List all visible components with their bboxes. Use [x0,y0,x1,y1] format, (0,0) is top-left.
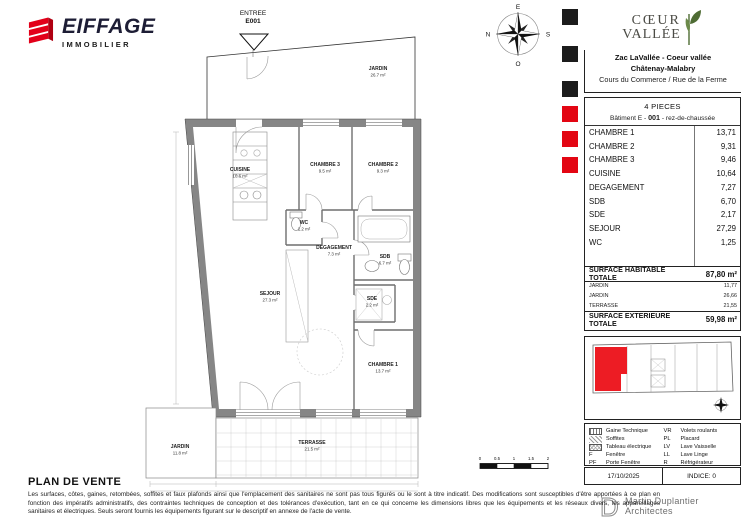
svg-text:CHAMBRE 3: CHAMBRE 3 [310,162,340,168]
architect-sub: Architectes [625,506,673,516]
date-indice-row [584,467,741,485]
exterior-total-row [585,311,740,327]
legend-item [589,451,664,459]
building-prefix: Bâtiment E - [609,115,649,122]
table-row [585,195,740,209]
table-row [585,126,740,140]
building-key-map [584,336,741,420]
building-suffix: - rez-de-chaussée [660,115,716,122]
table-row [585,236,740,250]
row-label: WC [589,237,602,247]
legend-key: R [663,460,668,466]
legend-label: Fenêtre [606,452,626,458]
level-square-black-3 [562,81,578,97]
exterior-row [585,282,740,292]
table-row [585,208,740,222]
table-row [585,140,740,154]
svg-text:SDB: SDB [379,254,391,260]
level-square-black-2 [562,46,578,62]
garden-top [207,37,415,120]
row-value: 7,27 [720,182,736,192]
svg-text:6.7 m²: 6.7 m² [378,260,392,266]
legend-label: Placard [680,436,700,442]
legend-key: PF [589,460,597,466]
habitable-total-row [585,266,740,282]
legend-key: PL [663,436,671,442]
svg-text:27.3 m²: 27.3 m² [262,297,278,303]
disclaimer-text: Les surfaces, côtes, gaines, retombées, soffites et faux plafonds ainsi que l'emplacement des sanitaires ne sont pas tous figurés ou le sont à titre indicatif. Des modifications sont susceptibles d'être apportées à ce plan en fonction des impératifs administratifs, des contraintes techniques de conception et des tolérances d'exécution, tant en ce qui concerne les dimensions libres que les équipements et les réseaux divers, les appareillages sanitaires et électriques. Seuls seront fournis les équipements figurant sur le descriptif en annexe de l'acte de vente. [28,491,660,516]
legend-item [589,443,664,451]
svg-text:13.7 m²: 13.7 m² [375,368,391,374]
soffites-icon [589,436,602,443]
row-label: SDE [589,210,606,220]
exterior-label: SURFACE EXTERIEURE TOTALE [589,311,671,328]
room-rows [585,126,740,266]
table-row [585,222,740,236]
row-value: 27,29 [716,223,736,233]
legend-label: Réfrigérateur [680,460,714,466]
row-label: JARDIN [589,283,609,290]
table-row [585,153,740,167]
unit-type: 4 PIECES [644,102,681,111]
svg-text:O: O [515,61,521,68]
row-label: CUISINE [589,169,621,179]
row-label: JARDIN [589,292,609,299]
table-row [585,181,740,195]
exterior-row [585,292,740,302]
eiffage-wordmark: EIFFAGE [62,15,156,38]
legend-item [664,427,739,435]
svg-text:26.7 m²: 26.7 m² [370,72,386,78]
exterior-value: 59,98 m² [705,315,737,325]
project-line3: Cours du Commerce / Rue de la Ferme [599,74,727,84]
svg-text:TERRASSE: TERRASSE [298,440,326,446]
legend-key: LV [663,444,671,450]
coeur-vallee-logo [584,8,741,48]
logo-line2: VALLÉE [622,27,681,42]
project-address [584,50,741,93]
legend-key: LL [663,452,670,458]
svg-text:0: 0 [478,456,482,461]
row-label: TERRASSE [589,302,619,309]
legend-item [589,459,664,467]
garden-bottom [146,408,216,478]
svg-text:CHAMBRE 1: CHAMBRE 1 [368,362,398,368]
svg-text:D: D [600,492,619,520]
row-value: 9,31 [720,141,736,151]
compass-rose-icon [486,4,551,68]
row-value: 13,71 [716,128,736,137]
exterior-row [585,302,740,312]
legend [584,423,741,466]
row-label: CHAMBRE 1 [589,128,635,137]
row-label: SDB [589,196,606,206]
legend-label: Porte Fenêtre [606,460,641,466]
table-spacer [585,249,740,266]
svg-text:S: S [545,31,551,39]
svg-text:JARDIN: JARDIN [170,444,190,450]
svg-text:JARDIN: JARDIN [368,66,388,72]
leaf-icon [685,10,703,46]
svg-text:1: 1 [512,456,516,461]
building-number: 001 [648,113,661,122]
table-divider [694,126,695,266]
gaine-technique-icon [589,428,602,435]
svg-text:9.3 m²: 9.3 m² [376,168,390,174]
svg-text:2: 2 [546,456,550,461]
table-row [585,167,740,181]
indice-value: INDICE: 0 [662,468,740,484]
legend-key: VR [663,428,672,434]
entrance-word: ENTREE [239,10,267,17]
building-line [585,111,740,126]
level-square-red-3 [562,157,578,173]
scale-bar [479,456,550,469]
legend-item [664,451,739,459]
row-value: 9,46 [720,155,736,165]
svg-text:CHAMBRE 2: CHAMBRE 2 [368,162,398,168]
legend-right-column [663,427,739,466]
svg-text:7.3 m²: 7.3 m² [327,251,341,257]
legend-label: Soffites [606,436,625,442]
svg-text:1.2 m²: 1.2 m² [297,226,311,232]
svg-text:SDE: SDE [366,296,378,302]
row-label: DEGAGEMENT [589,182,645,192]
entrance-code: E001 [245,18,261,26]
level-square-red-1 [562,106,578,122]
row-value: 1,25 [720,237,736,247]
project-line1: Zac LaVallée - Coeur vallée [614,53,712,62]
legend-item [589,435,664,443]
legend-item [664,435,739,443]
svg-text:1.5: 1.5 [528,456,534,461]
svg-text:2.2 m²: 2.2 m² [365,302,379,308]
surface-table [584,97,741,331]
legend-label: Lave Vaisselle [680,444,717,450]
row-label: CHAMBRE 3 [589,155,635,165]
row-label: SEJOUR [589,223,621,233]
sale-plan-title: PLAN DE VENTE [28,476,122,488]
row-value: 21,55 [723,302,737,309]
level-square-black-1 [562,9,578,25]
habitable-label: SURFACE HABITABLE TOTALE [589,266,666,283]
eiffage-subtitle: IMMOBILIER [62,40,131,49]
legend-key: F [589,452,593,458]
legend-label: Lave Linge [680,452,708,458]
level-square-red-2 [562,131,578,147]
row-value: 11,77 [723,283,737,290]
architect-name: Martin Duplantier [625,495,699,506]
row-value: 26,66 [723,292,737,299]
project-line2: Châtenay-Malabry [630,63,696,73]
date-value: 17/10/2025 [607,473,640,480]
svg-text:0.5: 0.5 [494,456,500,461]
svg-text:11.8 m²: 11.8 m² [172,450,188,456]
habitable-value: 87,80 m² [705,269,737,279]
row-value: 10,64 [716,169,736,179]
legend-label: Tableau électrique [606,444,652,450]
logo-line1: CŒUR [631,13,681,28]
mini-compass-icon [713,397,729,413]
svg-text:E: E [515,4,521,11]
legend-item [664,459,739,467]
legend-item [664,443,739,451]
svg-text:21.5 m²: 21.5 m² [304,446,320,452]
svg-text:10.6 m²: 10.6 m² [232,173,248,179]
legend-label: Gaine Technique [606,428,648,434]
key-map-drawing [585,337,740,419]
svg-text:SEJOUR: SEJOUR [259,291,281,297]
tableau-electrique-icon [589,444,602,451]
row-value: 6,70 [720,196,736,206]
legend-label: Volets roulants [680,428,718,434]
svg-text:9.5 m²: 9.5 m² [318,168,332,174]
svg-text:CUISINE: CUISINE [229,167,251,173]
legend-item [589,427,664,435]
row-label: CHAMBRE 2 [589,141,635,151]
svg-text:WC: WC [299,220,309,226]
row-value: 2,17 [720,210,736,220]
svg-text:DEGAGEMENT: DEGAGEMENT [316,245,352,251]
legend-left-column [589,427,664,466]
svg-text:N: N [485,31,491,39]
